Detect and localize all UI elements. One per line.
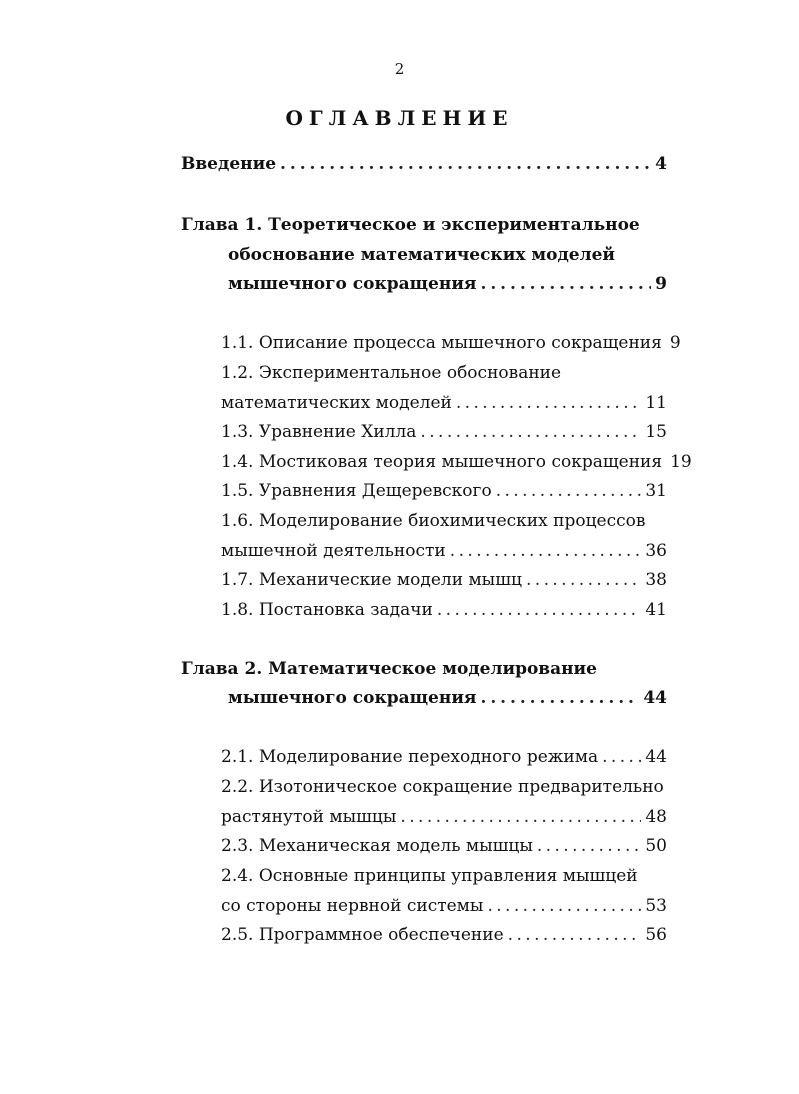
toc-entry-text: Введение	[181, 154, 277, 174]
toc-entry-2-4[interactable]	[221, 896, 667, 916]
toc-entry-page: 15	[645, 422, 667, 442]
toc-entry-page: 53	[645, 896, 667, 916]
page-number: 2	[394, 60, 405, 78]
leader-dots	[437, 600, 642, 620]
toc-entry-chapter2[interactable]	[228, 688, 667, 708]
toc-entry-page: 11	[645, 393, 667, 413]
toc-entry-text: мышечного сокращения	[228, 274, 477, 294]
toc-entry-text: 2.1. Моделирование переходного режима	[221, 747, 599, 767]
toc-entry-page: 38	[645, 570, 667, 590]
toc-entry-1-2-line1[interactable]: 1.2. Экспериментальное обоснование	[221, 363, 562, 383]
toc-entry-text: 1.8. Постановка задачи	[221, 600, 433, 620]
toc-entry-2-2[interactable]	[221, 807, 667, 827]
toc-entry-1-4[interactable]	[221, 452, 692, 472]
leader-dots	[508, 925, 642, 945]
toc-entry-text: 2.3. Механическая модель мышцы	[221, 836, 533, 856]
leader-dots	[280, 154, 651, 174]
toc-entry-page: 9	[655, 274, 667, 294]
toc-entry-text: растянутой мышцы	[221, 807, 397, 827]
toc-entry-1-6-line1[interactable]: 1.6. Моделирование биохимических процессов	[221, 511, 646, 531]
chapter2-title-line1[interactable]: Глава 2. Математическое моделирование	[181, 659, 597, 679]
toc-entry-page: 44	[643, 688, 667, 708]
leader-dots	[450, 541, 642, 561]
toc-entry-page: 19	[670, 452, 692, 472]
toc-entry-2-5[interactable]	[221, 925, 667, 945]
toc-entry-chapter1[interactable]	[228, 274, 667, 294]
toc-entry-text: 1.4. Мостиковая теория мышечного сокращения	[221, 452, 663, 472]
toc-entry-text: 1.7. Механические модели мышц	[221, 570, 522, 590]
toc-entry-1-1[interactable]	[221, 333, 681, 353]
chapter1-title-line1[interactable]: Глава 1. Теоретическое и экспериментальное	[181, 215, 640, 235]
toc-entry-2-1[interactable]	[221, 747, 667, 767]
leader-dots	[537, 836, 641, 856]
toc-entry-1-7[interactable]	[221, 570, 667, 590]
toc-entry-page: 41	[645, 600, 667, 620]
toc-entry-text: 1.5. Уравнения Дещеревского	[221, 481, 492, 501]
toc-entry-text: со стороны нервной системы	[221, 896, 484, 916]
toc-entry-text: 1.1. Описание процесса мышечного сокращения	[221, 333, 662, 353]
toc-entry-page: 56	[645, 925, 667, 945]
leader-dots	[487, 896, 641, 916]
toc-entry-1-3[interactable]	[221, 422, 667, 442]
toc-entry-1-8[interactable]	[221, 600, 667, 620]
toc-entry-text: мышечного сокращения	[228, 688, 477, 708]
leader-dots	[420, 422, 641, 442]
toc-entry-page: 4	[655, 154, 667, 174]
chapter1-title-line2[interactable]: обоснование математических моделей	[228, 245, 616, 265]
toc-entry-page: 44	[645, 747, 667, 767]
toc-entry-text: 1.3. Уравнение Хилла	[221, 422, 417, 442]
leader-dots	[496, 481, 642, 501]
toc-entry-1-5[interactable]	[221, 481, 667, 501]
toc-entry-2-2-line1[interactable]: 2.2. Изотоническое сокращение предварительно	[221, 777, 664, 797]
toc-entry-page: 48	[645, 807, 667, 827]
toc-entry-page: 36	[645, 541, 667, 561]
toc-entry-page: 31	[645, 481, 667, 501]
toc-entry-2-4-line1[interactable]: 2.4. Основные принципы управления мышцей	[221, 866, 638, 886]
toc-entry-1-2[interactable]	[221, 393, 667, 413]
toc-entry-text: математических моделей	[221, 393, 452, 413]
leader-dots	[480, 688, 639, 708]
leader-dots	[400, 807, 641, 827]
leader-dots	[456, 393, 641, 413]
toc-entry-page: 9	[669, 333, 681, 353]
toc-entry-intro[interactable]	[181, 154, 667, 174]
toc-entry-text: мышечной деятельности	[221, 541, 446, 561]
toc-entry-1-6[interactable]	[221, 541, 667, 561]
leader-dots	[526, 570, 641, 590]
page-title: ОГЛАВЛЕНИЕ	[285, 106, 514, 130]
toc-entry-page: 50	[645, 836, 667, 856]
leader-dots	[602, 747, 641, 767]
toc-entry-text: 2.5. Программное обеспечение	[221, 925, 504, 945]
toc-entry-2-3[interactable]	[221, 836, 667, 856]
leader-dots	[480, 274, 651, 294]
